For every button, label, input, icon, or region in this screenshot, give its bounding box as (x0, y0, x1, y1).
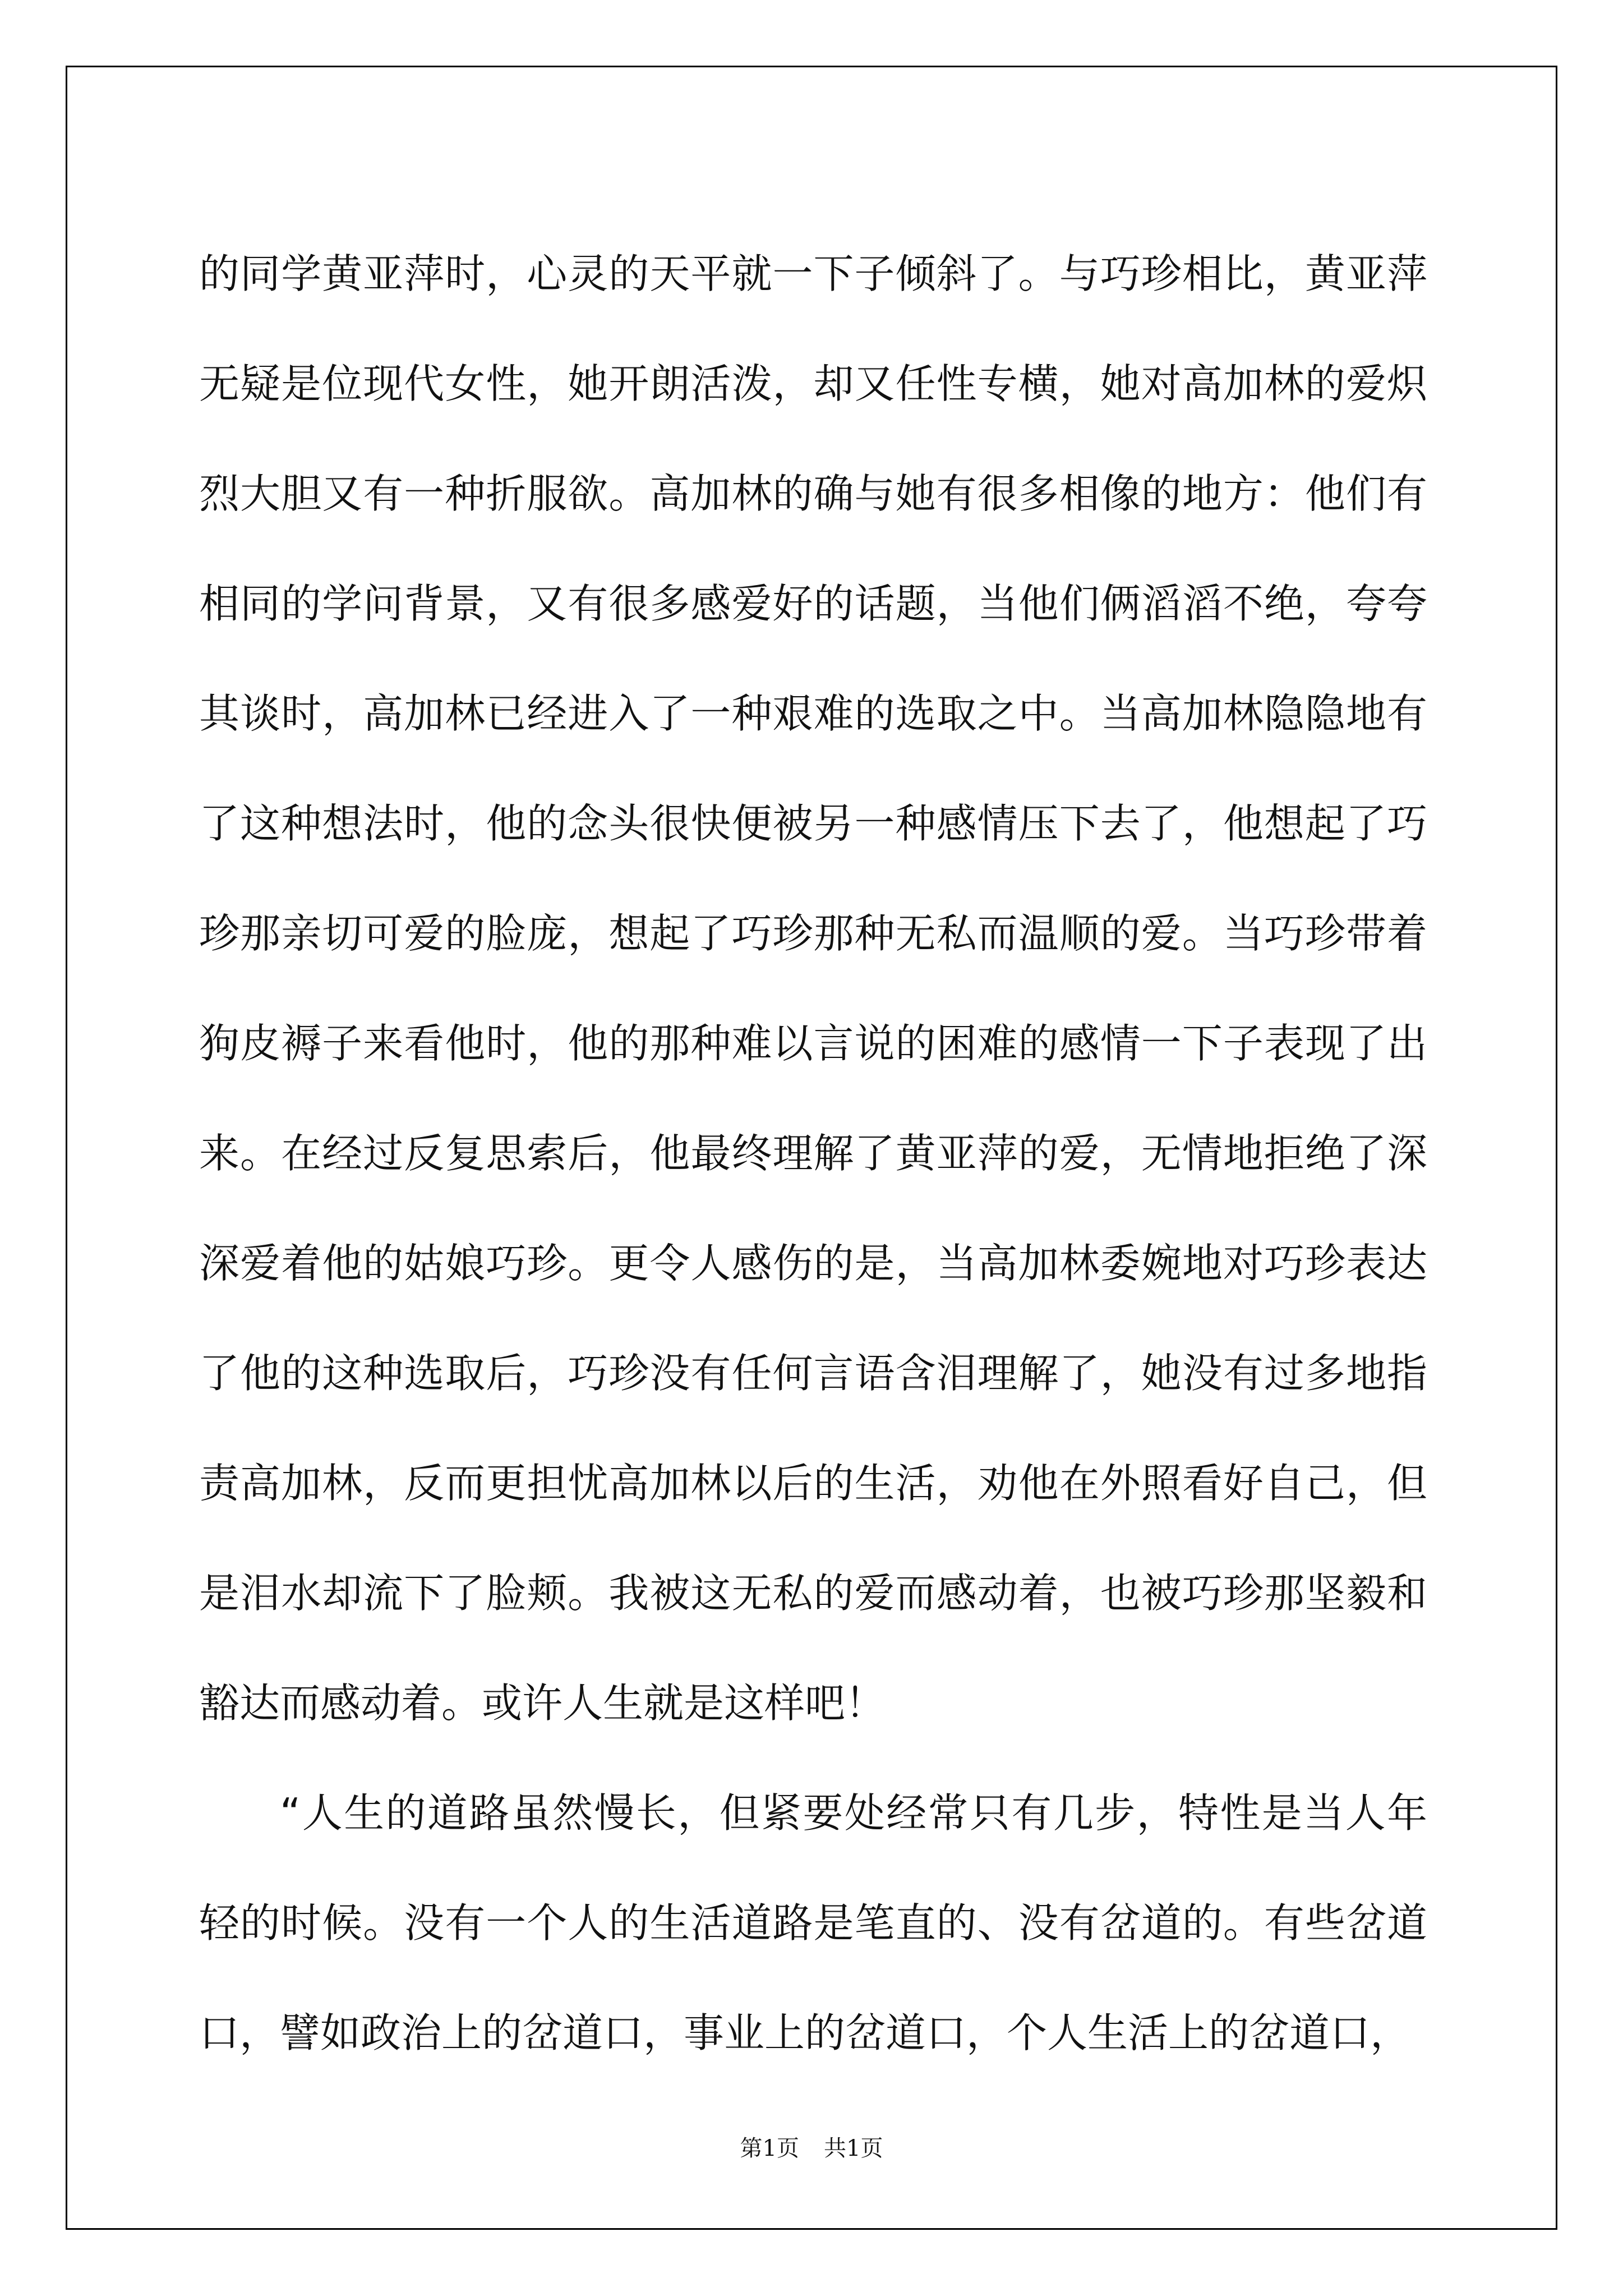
paragraph-1: 的同学黄亚萍时，心灵的天平就一下子倾斜了。与巧珍相比，黄亚萍无疑是位现代女性，她开朗活泼，却又任性专横，她对高加林的爱炽烈大胆又有一种折服欲。高加林的确与她有很多相像的地方：他们有相同的学问背景，又有很多感爱好的话题，当他们俩滔滔不绝，夸夸其谈时，高加林已经进入了一种艰难的选取之中。当高加林隐隐地有了这种想法时，他的念头很快便被另一种感情压下去了，他想起了巧珍那亲切可爱的脸庞，想起了巧珍那种无私而温顺的爱。当巧珍带着狗皮褥子来看他时，他的那种难以言说的困难的感情一下子表现了出来。在经过反复思索后，他最终理解了黄亚萍的爱，无情地拒绝了深深爱着他的姑娘巧珍。更令人感伤的是，当高加林委婉地对巧珍表达了他的这种选取后，巧珍没有任何言语含泪理解了，她没有过多地指责高加林，反而更担忧高加林以后的生活，劝他在外照看好自己，但是泪水却流下了脸颊。我被这无私的爱而感动着，也被巧珍那坚毅和豁达而感动着。或许人生就是这样吧！ (199, 250, 1427, 1727)
page-number-current: 第1页 (740, 2136, 799, 2161)
body-text (199, 219, 1427, 2088)
page-number-total: 共1页 (824, 2136, 883, 2161)
paragraph-2: “人生的道路虽然慢长，但紧要处经常只有几步，特性是当人年轻的时候。没有一个人的生活道路是笔直的、没有岔道的。有些岔道口，譬如政治上的岔道口，事业上的岔道口，个人生活上的岔道口， (199, 1789, 1427, 2056)
page-footer (0, 2131, 1623, 2162)
